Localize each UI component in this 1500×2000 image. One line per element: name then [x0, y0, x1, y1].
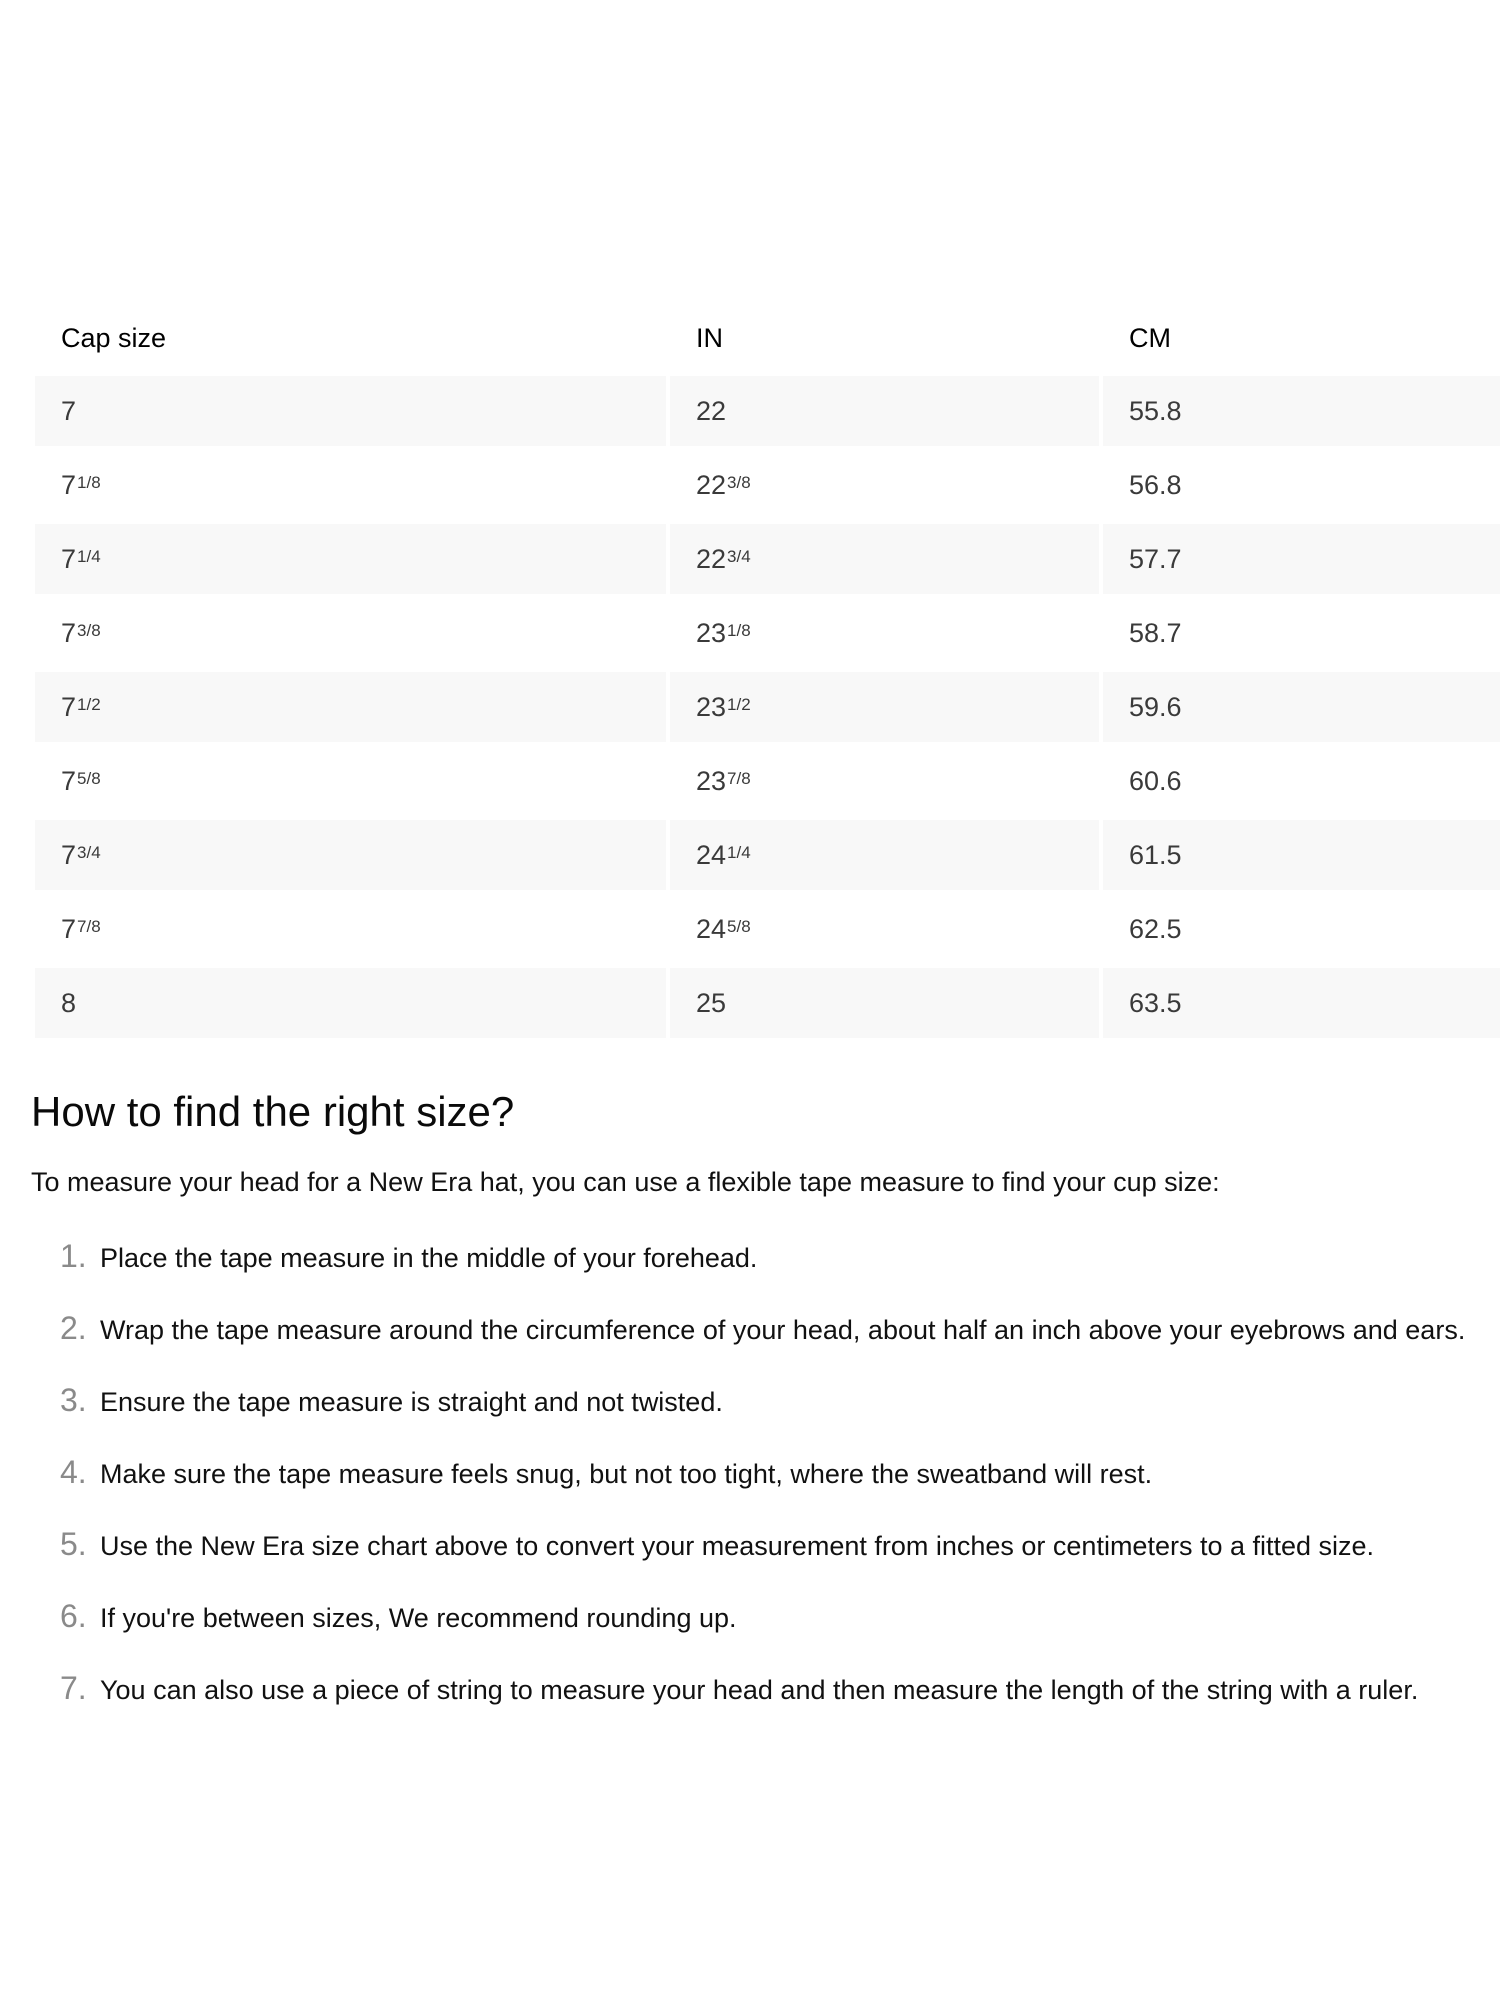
inches-cell: 24 $^{5/8}$ — [696, 913, 751, 944]
table-row — [35, 746, 1500, 816]
cap-size-cell: 7 $^{1/2}$ — [35, 672, 666, 742]
measurement-steps-list — [60, 1238, 1500, 1742]
list-item — [60, 1310, 1500, 1382]
cap-size-cell: 7 — [35, 376, 666, 446]
header-inches: IN — [696, 322, 723, 353]
cm-cell: 62.5 — [1129, 913, 1182, 944]
list-item — [60, 1598, 1500, 1670]
inches-cell: 22 — [670, 376, 1099, 446]
cap-size-cell: 7 $^{7/8}$ — [61, 913, 101, 944]
cap-size-cell: 7 $^{1/4}$ — [35, 524, 666, 594]
guide-intro: To measure your head for a New Era hat, you can use a flexible tape measure to find your cup size: — [31, 1167, 1220, 1197]
cm-cell: 58.7 — [1129, 617, 1182, 648]
step-number: 3. — [60, 1382, 87, 1418]
step-text: Place the tape measure in the middle of your forehead. — [100, 1243, 758, 1273]
inches-cell: 22 $^{3/4}$ — [670, 524, 1099, 594]
cm-cell: 57.7 — [1103, 524, 1500, 594]
step-number: 5. — [60, 1526, 87, 1562]
table-row — [35, 524, 1500, 594]
inches-cell: 24 $^{1/4}$ — [670, 820, 1099, 890]
step-text: Make sure the tape measure feels snug, but not too tight, where the sweatband will rest. — [100, 1459, 1153, 1489]
table-row — [35, 598, 1500, 668]
list-item — [60, 1526, 1500, 1598]
list-item — [60, 1670, 1500, 1742]
step-text: Wrap the tape measure around the circumference of your head, about half an inch above your eyebrows and ears. — [100, 1315, 1466, 1345]
inches-cell: 22 $^{3/8}$ — [696, 469, 751, 500]
table-row — [35, 968, 1500, 1038]
inches-cell: 23 $^{7/8}$ — [696, 765, 751, 796]
list-item — [60, 1454, 1500, 1526]
cap-size-cell: 7 $^{1/8}$ — [61, 469, 101, 500]
cm-cell: 63.5 — [1103, 968, 1500, 1038]
step-number: 2. — [60, 1310, 87, 1346]
cm-cell: 59.6 — [1103, 672, 1500, 742]
cm-cell: 56.8 — [1129, 469, 1182, 500]
table-row — [35, 672, 1500, 742]
table-row — [35, 820, 1500, 890]
inches-cell: 23 $^{1/8}$ — [696, 617, 751, 648]
cap-size-cell: 7 $^{3/8}$ — [61, 617, 101, 648]
cm-cell: 55.8 — [1103, 376, 1500, 446]
inches-cell: 23 $^{1/2}$ — [670, 672, 1099, 742]
cap-size-cell: 8 — [35, 968, 666, 1038]
table-row — [35, 376, 1500, 446]
table-header — [35, 300, 1500, 376]
table-row — [35, 450, 1500, 520]
step-text: If you're between sizes, We recommend rounding up. — [100, 1603, 737, 1633]
list-item — [60, 1382, 1500, 1454]
step-text: Use the New Era size chart above to convert your measurement from inches or centimeters to a fitted size. — [100, 1531, 1375, 1561]
inches-cell: 25 — [670, 968, 1099, 1038]
cm-cell: 61.5 — [1103, 820, 1500, 890]
table-row — [35, 894, 1500, 964]
step-text: Ensure the tape measure is straight and not twisted. — [100, 1387, 723, 1417]
step-number: 6. — [60, 1598, 87, 1634]
step-text: You can also use a piece of string to measure your head and then measure the length of the string with a ruler. — [100, 1675, 1419, 1705]
cap-size-cell: 7 $^{5/8}$ — [61, 765, 101, 796]
cm-cell: 60.6 — [1129, 765, 1182, 796]
step-number: 4. — [60, 1454, 87, 1490]
step-number: 1. — [60, 1238, 87, 1274]
cap-size-cell: 7 $^{3/4}$ — [35, 820, 666, 890]
header-centimeters: CM — [1129, 322, 1171, 353]
guide-title: How to find the right size? — [31, 1088, 515, 1135]
size-chart-table — [35, 300, 1500, 1042]
step-number: 7. — [60, 1670, 87, 1706]
header-cap-size: Cap size — [61, 322, 167, 353]
list-item — [60, 1238, 1500, 1310]
